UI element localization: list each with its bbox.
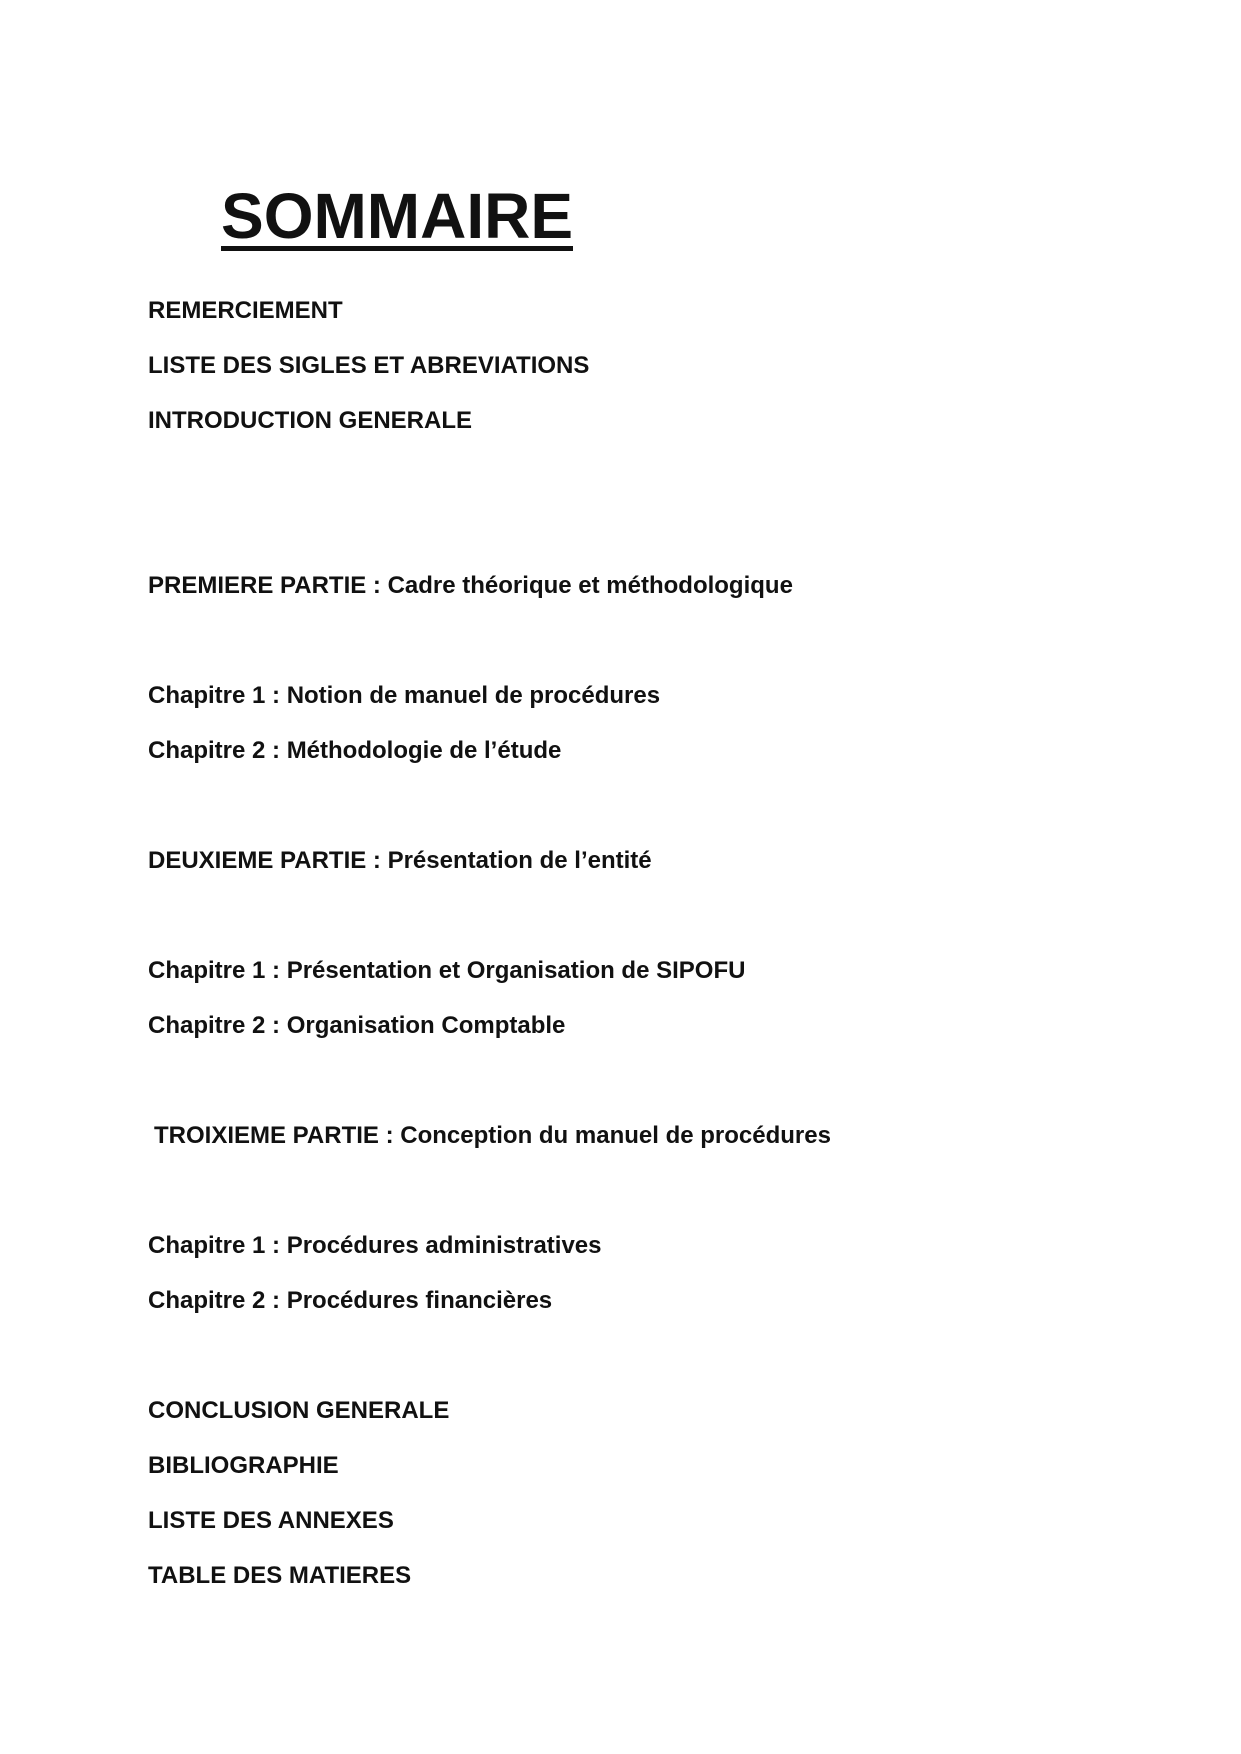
toc-entry-table-matieres: TABLE DES MATIERES [148, 1562, 412, 1589]
toc-entry-remerciement: REMERCIEMENT [148, 297, 343, 324]
toc-entry-conclusion: CONCLUSION GENERALE [148, 1397, 450, 1424]
toc-part-1-heading: PREMIERE PARTIE : Cadre théorique et méthodologique [148, 572, 793, 599]
toc-entry-sigles: LISTE DES SIGLES ET ABREVIATIONS [148, 352, 590, 379]
toc-entry-annexes: LISTE DES ANNEXES [148, 1507, 394, 1534]
toc-entry-bibliographie: BIBLIOGRAPHIE [148, 1452, 339, 1479]
toc-part-1-chapter-1: Chapitre 1 : Notion de manuel de procédures [148, 682, 661, 709]
toc-part-2-chapter-2: Chapitre 2 : Organisation Comptable [148, 1012, 566, 1039]
toc-part-2-chapter-1: Chapitre 1 : Présentation et Organisation de SIPOFU [148, 957, 746, 984]
toc-part-3-chapter-2: Chapitre 2 : Procédures financières [148, 1287, 553, 1314]
toc-part-2-heading: DEUXIEME PARTIE : Présentation de l’entité [148, 847, 652, 874]
toc-part-3-chapter-1: Chapitre 1 : Procédures administratives [148, 1232, 602, 1259]
page-title: SOMMAIRE [221, 180, 573, 252]
toc-part-1-chapter-2: Chapitre 2 : Méthodologie de l’étude [148, 737, 562, 764]
toc-entry-introduction: INTRODUCTION GENERALE [148, 407, 472, 434]
toc-part-3-heading: TROIXIEME PARTIE : Conception du manuel de procédures [154, 1122, 831, 1149]
